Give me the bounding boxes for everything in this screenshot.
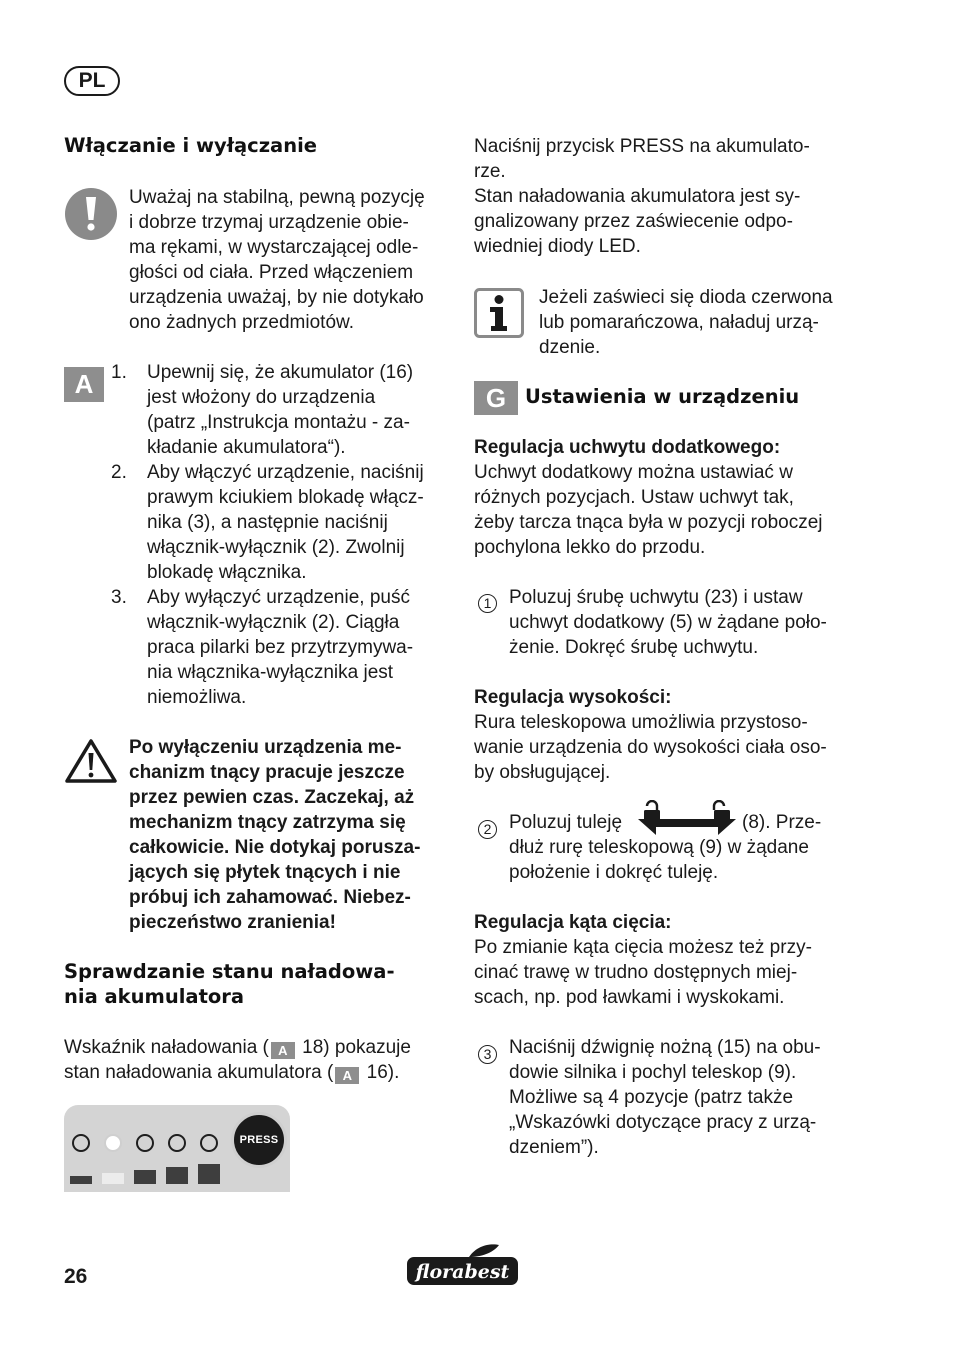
- led-indicator: [104, 1134, 122, 1152]
- charge-level-bar: [166, 1167, 188, 1184]
- subheading-aux-handle: Regulacja uchwytu dodatkowego:: [474, 437, 781, 458]
- press-button[interactable]: PRESS: [231, 1112, 287, 1168]
- led-indicator: [168, 1134, 186, 1152]
- subheading-cutting-angle: Regulacja kąta cięcia:: [474, 912, 672, 933]
- cutting-angle-text: Po zmianie kąta cięcia możesz też przy- cinać trawę w trudno dostępnych miej- scach, np. pod ławkami i wyskokami.: [474, 937, 812, 1008]
- logo-wordmark: florabest: [407, 1257, 518, 1285]
- section-title-charge-check: Sprawdzanie stanu naładowa- nia akumulatora: [64, 960, 395, 1008]
- figure-ref-a: A: [271, 1042, 295, 1059]
- on-off-steps: 1. Upewnij się, że akumulator (16) jest włożony do urządzenia (patrz „Instrukcja montażu - za- kładanie akumulatora“). 2. Aby włączyć urządzenie, naciśnij prawym kciukiem blokadę włącz- nika (3), a następnie naciśnij włącznik-wyłącznik (2). Zwolnij blokadę włącznika. 3. Aby wyłączyć urządzenie, puść włącznik-wyłącznik (2). Ciągła praca pilarki bez przytrzymywa- nia włącznika-wyłącznika jest niemożliwa.: [111, 362, 424, 708]
- press-intro-text: Naciśnij przycisk PRESS na akumulato- rze. Stan naładowania akumulatora jest sy- gnalizowany przez zaświecenie odpo- wiedniej diody LED.: [474, 136, 810, 257]
- charge-level-bar: [102, 1173, 124, 1184]
- warning-stability-text: Uważaj na stabilną, pewną pozycję i dobrze trzymaj urządzenie obie- ma rękami, w wystarczającej odle- głości od ciała. Przed włączeniem urządzenia uważaj, by nie dotykało ono żadnych przedmiotów.: [129, 187, 425, 333]
- indicator-description: Wskaźnik naładowania ( A 18) pokazuje stan naładowania akumulatora ( A 16).: [64, 1037, 411, 1083]
- charge-level-bar: [198, 1164, 220, 1184]
- caution-triangle-icon: [64, 738, 118, 784]
- led-indicator: [136, 1134, 154, 1152]
- page-number: 26: [64, 1265, 88, 1288]
- language-badge: PL: [64, 66, 120, 96]
- aux-handle-step-text: Poluzuj śrubę uchwytu (23) i ustaw uchwyt dodatkowy (5) w żądane poło- żenie. Dokręć śrubę uchwytu.: [509, 587, 827, 658]
- height-text: Rura teleskopowa umożliwia przystoso- wanie urządzenia do wysokości ciała oso- by obsługującej.: [474, 712, 827, 783]
- figure-label-a: A: [64, 367, 104, 402]
- charge-level-bar: [134, 1170, 156, 1184]
- charge-level-bar: [70, 1176, 92, 1184]
- exclamation-warning-icon: [64, 187, 118, 241]
- step-number-circle: 2: [478, 820, 497, 839]
- height-step-line1: Poluzuj tuleję: [509, 812, 623, 833]
- brand-logo: [407, 1249, 518, 1287]
- aux-handle-text: Uchwyt dodatkowy można ustawiać w różnych pozycjach. Ustaw uchwyt tak, żeby tarcza tnąca była w pozycji roboczej pochylona lekko do przodu.: [474, 462, 823, 558]
- subheading-height: Regulacja wysokości:: [474, 687, 672, 708]
- section-title-on-off: Włączanie i wyłączanie: [64, 134, 318, 157]
- step-number-circle: 1: [478, 594, 497, 613]
- caution-cutting-text: Po wyłączeniu urządzenia me- chanizm tnący pracuje jeszcze przez pewien czas. Zaczekaj, aż mechanizm tnący zatrzyma się całkowicie. Nie dotykaj porusza- jących się płytek tnących i nie próbuj ich zahamować. Niebez- pieczeństwo zranienia!: [129, 737, 421, 933]
- height-step-text: dłuż rurę teleskopową (9) w żądane położenie i dokręć tuleję.: [509, 837, 809, 883]
- height-step-line1-end: (8). Prze-: [742, 812, 822, 833]
- cutting-angle-step-text: Naciśnij dźwignię nożną (15) na obu- dowie silnika i pochyl teleskop (9). Możliwe są 4 pozycje (patrz także „Wskazówki dotyczące pracy z urzą- dzeniem”).: [509, 1037, 821, 1158]
- lock-unlock-icon: [636, 800, 738, 836]
- section-title-settings: Ustawienia w urządzeniu: [525, 385, 800, 408]
- battery-indicator-panel: [64, 1105, 290, 1192]
- led-indicator: [72, 1134, 90, 1152]
- led-indicator: [200, 1134, 218, 1152]
- figure-label-g: G: [474, 381, 518, 415]
- step-number-circle: 3: [478, 1045, 497, 1064]
- figure-ref-a: A: [335, 1067, 359, 1084]
- info-icon: [474, 288, 524, 338]
- info-charge-text: Jeżeli zaświeci się dioda czerwona lub pomarańczowa, naładuj urzą- dzenie.: [539, 287, 833, 358]
